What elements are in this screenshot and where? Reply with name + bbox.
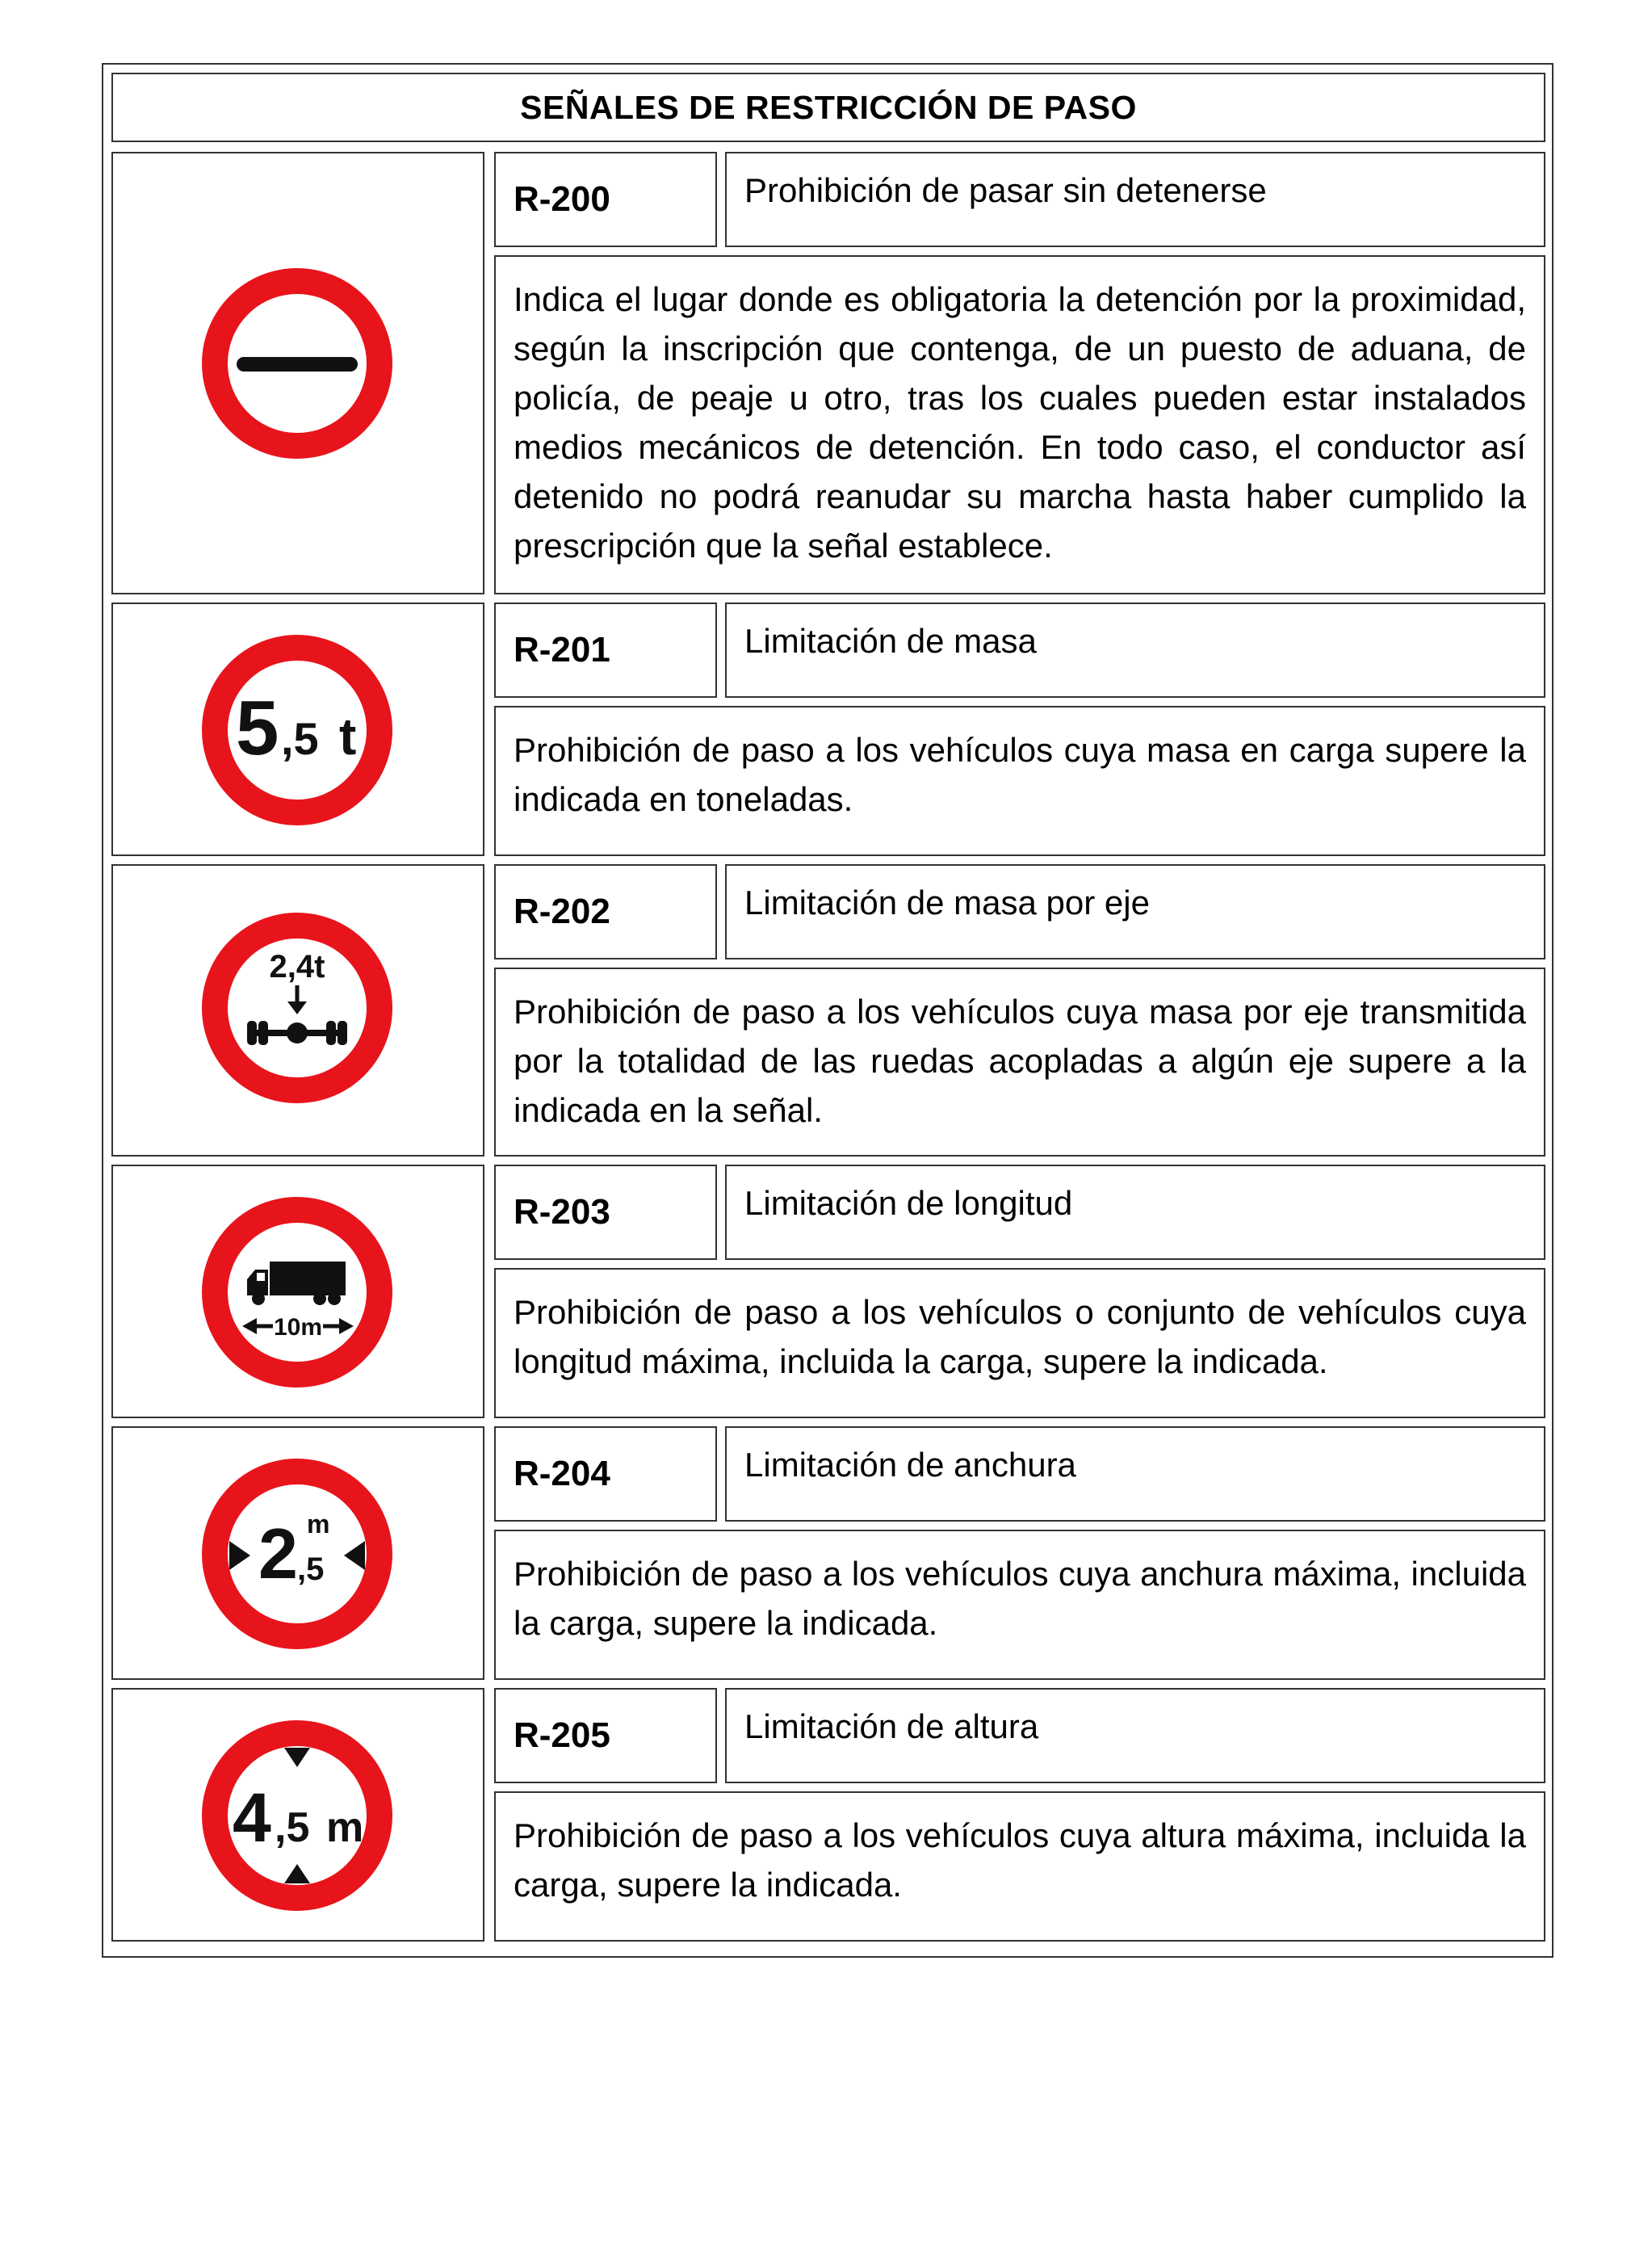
sign-code: R-200 — [514, 179, 610, 219]
sign-code: R-201 — [514, 630, 610, 670]
sign-value-decimal: ,5 — [297, 1551, 325, 1587]
sign-description: Indica el lugar donde es obligatoria la detención por la proximidad, según la inscripción que contenga, de un puesto de aduana, de policía, de peaje u otro, tras los cuales pueden estar instalados medios mecánicos de detención. En todo caso, el conductor así detenido no podrá reanudar su marcha hasta haber cumplido la prescripción que la señal establece. — [514, 280, 1526, 565]
sign-image-cell — [111, 1165, 484, 1418]
sign-name: Limitación de masa — [744, 622, 1037, 660]
sign-value-main: 10m — [273, 1314, 323, 1341]
sign-code: R-205 — [514, 1715, 610, 1755]
axle-mass-limit-sign-icon — [200, 911, 394, 1105]
sign-name-cell — [725, 1426, 1545, 1522]
sign-code-cell — [494, 152, 717, 247]
sign-value-decimal: ,5 — [281, 713, 319, 764]
sign-description: Prohibición de paso a los vehículos cuya masa en carga supere la indicada en toneladas. — [514, 731, 1526, 818]
sign-name-cell — [725, 602, 1545, 698]
sign-description-cell — [494, 968, 1545, 1157]
sign-description-cell — [494, 1530, 1545, 1680]
sign-value-decimal: ,5 — [275, 1804, 310, 1851]
sign-description-cell — [494, 706, 1545, 856]
width-limit-sign-icon — [200, 1457, 394, 1651]
length-limit-sign-icon — [200, 1195, 394, 1389]
sign-description-cell — [494, 1791, 1545, 1942]
table-header — [111, 73, 1545, 142]
sign-description: Prohibición de paso a los vehículos cuya altura máxima, incluida la carga, supere la indicada. — [514, 1816, 1526, 1904]
sign-name-cell — [725, 864, 1545, 959]
sign-name: Prohibición de pasar sin detenerse — [744, 171, 1267, 209]
sign-name: Limitación de anchura — [744, 1446, 1076, 1484]
height-limit-sign-icon — [200, 1719, 394, 1912]
sign-image-cell — [111, 152, 484, 594]
table-title: SEÑALES DE RESTRICCIÓN DE PASO — [520, 88, 1137, 126]
sign-code: R-204 — [514, 1454, 610, 1493]
sign-image-cell — [111, 1426, 484, 1680]
sign-description: Prohibición de paso a los vehículos cuya masa por eje transmitida por la totalidad de las ruedas acopladas a algún eje supere a la indicada en la señal. — [514, 993, 1526, 1129]
sign-code-cell — [494, 1426, 717, 1522]
mass-limit-sign-icon — [200, 633, 394, 827]
sign-name-cell — [725, 1688, 1545, 1783]
sign-code-cell — [494, 1688, 717, 1783]
sign-code-cell — [494, 864, 717, 959]
sign-code: R-202 — [514, 892, 610, 931]
sign-description: Prohibición de paso a los vehículos o conjunto de vehículos cuya longitud máxima, incluida la carga, supere la indicada. — [514, 1293, 1526, 1380]
sign-name-cell — [725, 1165, 1545, 1260]
sign-code: R-203 — [514, 1192, 610, 1232]
sign-name: Limitación de altura — [744, 1707, 1039, 1745]
sign-value-main: 2 — [258, 1514, 298, 1593]
sign-value-unit: m — [307, 1509, 330, 1539]
sign-description-cell — [494, 1268, 1545, 1418]
sign-image-cell — [111, 602, 484, 856]
sign-value-main: 2,4t — [269, 949, 325, 985]
sign-code-cell — [494, 602, 717, 698]
no-pass-without-stop-sign-icon — [200, 267, 394, 460]
sign-description: Prohibición de paso a los vehículos cuya anchura máxima, incluida la carga, supere la indicada. — [514, 1555, 1526, 1642]
sign-name: Limitación de longitud — [744, 1184, 1073, 1222]
sign-name: Limitación de masa por eje — [744, 884, 1150, 922]
sign-value-unit: t — [339, 707, 357, 766]
sign-value-main: 5 — [236, 685, 279, 771]
sign-description-cell — [494, 255, 1545, 594]
sign-value-unit: m — [326, 1804, 364, 1851]
sign-value-main: 4 — [233, 1779, 271, 1857]
sign-image-cell — [111, 1688, 484, 1942]
sign-image-cell — [111, 864, 484, 1157]
sign-name-cell — [725, 152, 1545, 247]
sign-code-cell — [494, 1165, 717, 1260]
